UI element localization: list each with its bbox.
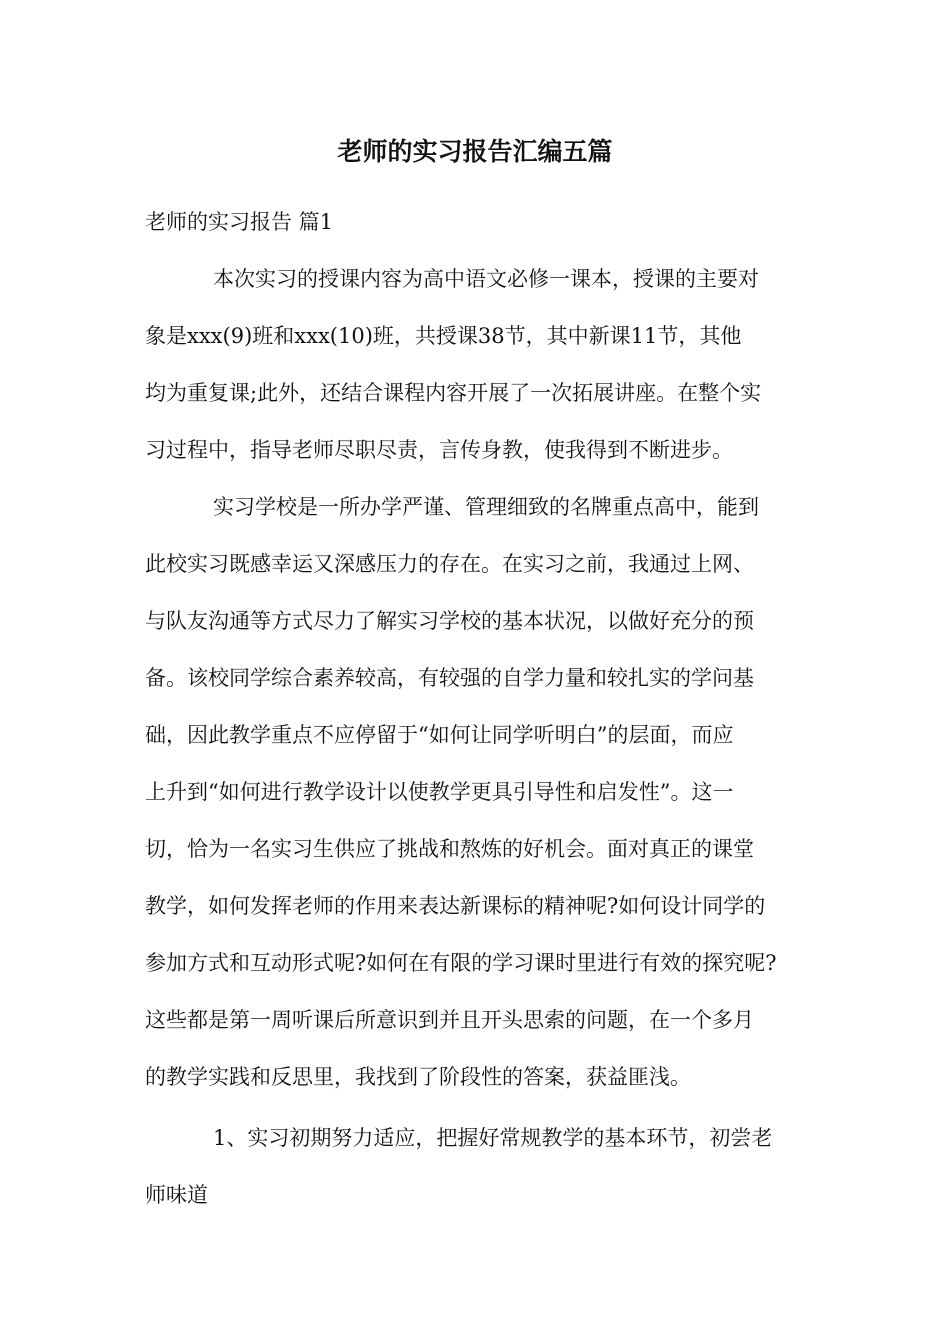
paragraph-line: 备。该校同学综合素养较高，有较强的自学力量和较扎实的学问基 bbox=[145, 666, 754, 690]
paragraph-line: 本次实习的授课内容为高中语文必修一课本，授课的主要对 bbox=[213, 267, 759, 291]
paragraph-1 bbox=[145, 251, 810, 479]
paragraph-line: 教学，如何发挥老师的作用来表达新课标的精神呢?如何设计同学的 bbox=[145, 894, 766, 918]
paragraph-line: 习过程中，指导老师尽职尽责，言传身教，使我得到不断进步。 bbox=[145, 438, 733, 462]
paragraph-line: 参加方式和互动形式呢?如何在有限的学习课时里进行有效的探究呢? bbox=[145, 951, 777, 975]
paragraph-line: 此校实习既感幸运又深感压力的存在。在实习之前，我通过上网、 bbox=[145, 552, 754, 576]
document-title: 老师的实习报告汇编五篇 bbox=[337, 137, 613, 166]
paragraph-line: 上升到“如何进行教学设计以使教学更具引导性和启发性”。这一 bbox=[145, 780, 734, 804]
paragraph-line: 这些都是第一周听课后所意识到并且开头思索的问题，在一个多月 bbox=[145, 1008, 754, 1032]
paragraph-line: 实习学校是一所办学严谨、管理细致的名牌重点高中，能到 bbox=[213, 495, 759, 519]
section-heading: 老师的实习报告 篇1 bbox=[145, 210, 334, 234]
paragraph-2 bbox=[145, 479, 810, 1106]
paragraph-3 bbox=[145, 1110, 810, 1224]
paragraph-line: 均为重复课;此外，还结合课程内容开展了一次拓展讲座。在整个实 bbox=[145, 381, 762, 405]
paragraph-line: 切，恰为一名实习生供应了挑战和熬炼的好机会。面对真正的课堂 bbox=[145, 837, 754, 861]
paragraph-line: 师味道 bbox=[145, 1183, 208, 1207]
paragraph-line: 础，因此教学重点不应停留于“如何让同学听明白”的层面，而应 bbox=[145, 723, 734, 747]
paragraph-line: 的教学实践和反思里，我找到了阶段性的答案，获益匪浅。 bbox=[145, 1065, 691, 1089]
paragraph-line: 1、实习初期努力适应，把握好常规教学的基本环节，初尝老 bbox=[213, 1126, 773, 1150]
paragraph-line: 象是xxx(9)班和xxx(10)班，共授课38节，其中新课11节，其他 bbox=[145, 324, 742, 348]
paragraph-line: 与队友沟通等方式尽力了解实习学校的基本状况，以做好充分的预 bbox=[145, 609, 754, 633]
